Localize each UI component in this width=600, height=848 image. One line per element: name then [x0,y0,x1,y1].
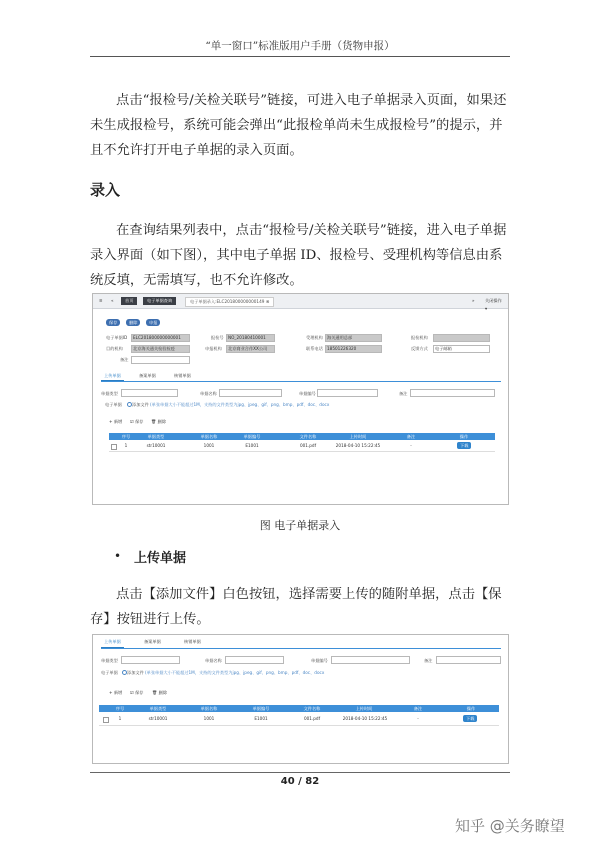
decl-field: 北京商业合作XX公司 [226,345,275,353]
upload-delete-label: 删除 [158,690,168,695]
tab-writeoff[interactable]: 核销单据 [184,639,201,644]
col-header: 备注 [413,706,423,711]
table-cell: 2018-04-10 15:22:45 [342,716,388,721]
col-header: 单据编号 [252,706,270,711]
table-cell: - [410,443,412,448]
remark-label: 备注 [120,357,129,362]
table-cell: 1 [124,443,128,448]
paragraph-upload: 点击【添加文件】白色按钮，选择需要上传的随附单据，点击【保存】按钮进行上传。 [90,587,502,627]
accept-label: 受理机构 [306,335,323,340]
row-checkbox[interactable] [111,444,117,450]
decl-label: 申报机构 [205,346,222,351]
edoc-label: 电子单据 [101,670,118,675]
doc-name-label: 单据名称 [205,658,222,663]
feedback-select[interactable]: 电子邮箱 [433,345,490,353]
col-header: 备注 [406,434,416,439]
col-header: 单据类型 [149,706,167,711]
tab-writeoff[interactable]: 核销单据 [174,373,191,378]
upload-delete-button[interactable]: 🗑 删除 [151,419,167,424]
file-hint: (单张单据大小不能超过1M，支持的文件类型为jpg、jpeg、gif、png、bmp、pdf、doc、docx [145,670,325,675]
table-cell: 2018-04-10 15:22:45 [335,443,381,448]
tab-entry[interactable] [185,297,274,307]
upload-remark-label: 备注 [424,658,433,663]
page-number: 40 / 82 [280,776,320,787]
table-cell: 001.pdf [303,716,321,721]
eid-label: 电子单据ID [106,335,128,340]
col-header: 上传时间 [355,706,373,711]
table-cell: str10001 [146,443,166,448]
row-checkbox[interactable] [103,717,109,723]
tab-query[interactable]: 电子单据查询 [143,297,176,305]
doc-type-label: 单据类型 [101,391,118,396]
doc-no-label: 单据编号 [311,658,328,663]
table-cell: 1001 [203,716,215,721]
tab-upload[interactable]: 上传单据 [101,372,124,381]
download-button[interactable]: 下载 [457,442,471,449]
col-header: 文件名称 [299,434,317,439]
doc-type-field[interactable] [121,389,178,397]
col-header: 序号 [121,434,131,439]
tab-entry-label: 电子单据录入:ELC201800000000149 [190,299,265,304]
new-label: 新增 [113,690,123,695]
upload-save-label: 保存 [135,419,144,424]
new-label: 新增 [113,419,123,424]
table-cell: 1001 [203,443,215,448]
bullet-title: 上传单据 [134,551,187,566]
table-cell: 1 [118,716,122,721]
running-header: “单一窗口”标准版用户手册（货物申报） [205,40,395,52]
table-row [99,713,499,726]
declare-button[interactable]: 申报 [146,319,160,326]
add-file-button[interactable]: 添加文件 [132,402,149,407]
table-cell: - [417,716,419,721]
collapse-icon[interactable]: « [111,298,114,303]
close-icon[interactable]: ⊗ [265,299,270,304]
doc-name-label: 单据名称 [200,391,217,396]
dest-label: 目的机构 [106,346,123,351]
col-header: 操作 [466,706,476,711]
close-ops-menu[interactable]: 关闭操作 ▾ [485,298,502,311]
doc-no-label: 单据编号 [299,391,316,396]
tab-record[interactable]: 备案单据 [144,639,161,644]
doc-type-field[interactable] [121,656,180,664]
section-title: 录入 [90,181,121,199]
app-topbar [93,294,508,309]
remark-field[interactable] [131,356,190,364]
upload-save-label: 保存 [135,690,144,695]
col-header: 单据名称 [200,706,218,711]
watermark: 知乎 @关务瞭望 [455,817,565,835]
eid-field: ELC201800000000001 [131,334,190,342]
delete-button[interactable]: 删除 [126,319,140,326]
new-button[interactable]: + 新增 [109,419,123,424]
accept-field: 海关通用总部 [325,334,382,342]
apply-field [433,334,490,342]
tab-record[interactable]: 备案单据 [139,373,156,378]
file-hint: (单张单据大小不能超过1M，支持的文件类型为jpg、jpeg、gif、png、bmp、pdf、doc、docx [150,402,330,407]
forward-icon[interactable]: » [472,298,475,303]
feedback-label: 反馈方式 [411,346,428,351]
paragraph-intro: 点击“报检号/关检关联号”链接，可进入电子单据录入页面，如果还未生成报检号，系统可能会弹出“此报检单尚未生成报检号”的提示，并且不允许打开电子单据的录入页面。 [90,93,507,158]
table-row [109,441,495,452]
doc-type-label: 单据类型 [101,658,118,663]
upload-save-button[interactable]: ☑ 保存 [130,419,144,424]
dest-field: 北京海关通关检验检疫 [131,345,190,353]
apply-label: 报检机构 [411,335,428,340]
upload-tabs [101,637,501,649]
phone-label: 联系电话 [306,346,323,351]
col-header: 上传时间 [349,434,367,439]
doc-no-field[interactable] [317,389,378,397]
tab-upload[interactable]: 上传单据 [101,637,124,648]
new-button[interactable]: + 新增 [109,690,123,695]
col-header: 单据编号 [243,434,261,439]
menu-icon[interactable]: ≡ [99,298,103,303]
inspno-field: NO_20180410001 [226,334,275,342]
paragraph-entry: 在查询结果列表中，点击“报检号/关检关联号”链接，进入电子单据录入界面（如下图），其中电子单据 ID、报检号、受理机构等信息由系统反填，无需填写，也不允许修改。 [90,223,507,288]
upload-save-button[interactable]: ☑ 保存 [130,690,144,695]
upload-tabs [101,372,501,382]
table-cell: E1001 [254,716,268,721]
col-header: 单据名称 [200,434,218,439]
upload-remark-field[interactable] [436,656,501,664]
upload-remark-label: 备注 [399,391,408,396]
upload-delete-label: 删除 [157,419,167,424]
figure-caption: 图 电子单据录入 [259,519,341,532]
doc-no-field[interactable] [331,656,410,664]
add-file-button[interactable]: 添加文件 [127,670,144,675]
doc-name-field[interactable] [225,656,284,664]
screenshot-upload-panel [92,634,509,764]
download-button[interactable]: 下载 [463,715,477,722]
doc-name-field[interactable] [219,389,282,397]
screenshot-entry-page [92,293,509,505]
upload-remark-field[interactable] [410,389,495,397]
col-header: 单据类型 [147,434,165,439]
inspno-label: 报检号 [211,335,224,340]
col-header: 文件名称 [303,706,321,711]
col-header: 操作 [459,434,469,439]
table-cell: 001.pdf [299,443,317,448]
tab-home[interactable]: 首页 [121,297,137,305]
table-header [109,433,495,440]
bullet-marker: • [114,549,122,563]
edoc-label: 电子单据 [105,402,122,407]
footer-rule [90,772,510,773]
upload-delete-button[interactable]: 🗑 删除 [152,690,168,695]
table-header [99,705,499,712]
col-header: 序号 [115,706,125,711]
header-rule [90,56,510,57]
phone-field: 18501226320 [325,345,382,353]
table-cell: E1001 [245,443,259,448]
table-cell: str10001 [148,716,168,721]
save-button[interactable]: 保存 [106,319,120,326]
